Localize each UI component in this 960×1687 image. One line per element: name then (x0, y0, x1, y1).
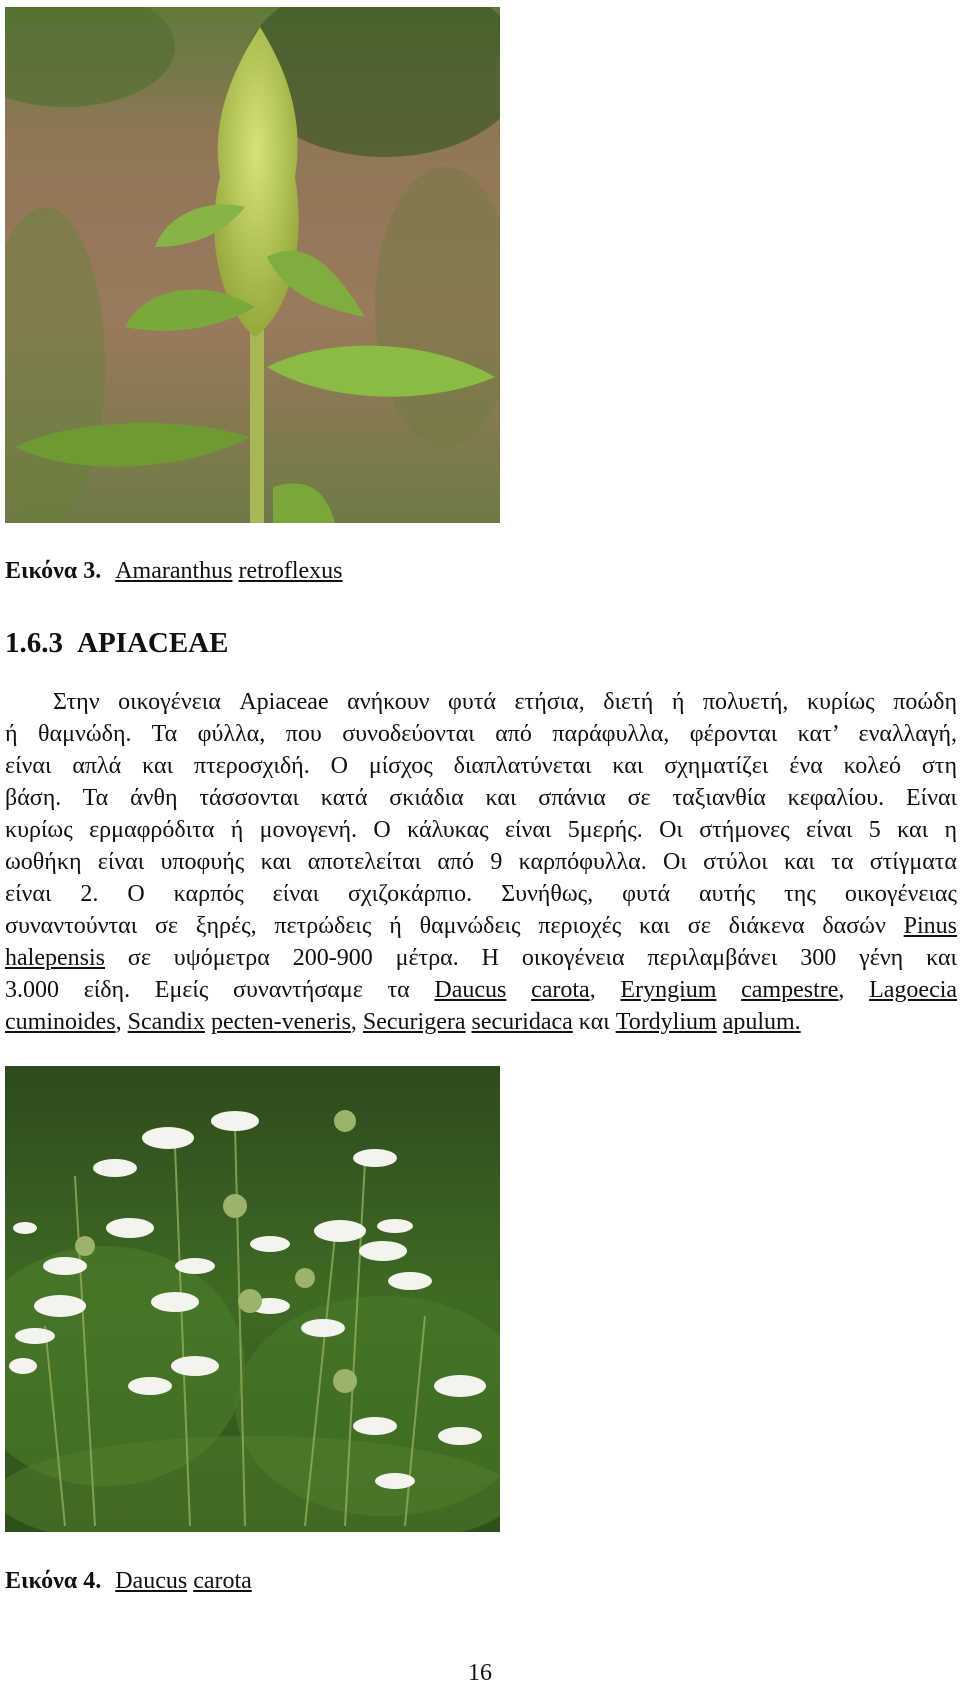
text-run: 3.000 είδη. Εμείς συναντήσαμε τα (5, 977, 435, 1003)
species-link: Scandix (127, 1009, 205, 1035)
amaranthus-illustration (5, 7, 500, 523)
species-link: Securigera (362, 1009, 466, 1035)
daucus-illustration (5, 1066, 500, 1532)
species-link: carota (531, 977, 590, 1003)
figure-4-label: Εικόνα 4. (5, 1568, 102, 1594)
paragraph-line (5, 910, 957, 942)
body-paragraph (5, 686, 957, 1038)
paragraph-line (5, 1006, 957, 1038)
text-run: και (572, 1009, 616, 1035)
text-run: ωοθήκη είναι υποφυής και αποτελείται από 9 καρπόφυλλα. Οι στύλοι και τα στίγματα (5, 849, 957, 875)
text-run: είναι απλά και πτεροσχιδή. Ο μίσχος διαπλατύνεται και σχηματίζει ένα κολεό στη (5, 753, 957, 779)
paragraph-line (5, 846, 957, 878)
section-title: APIACEAE (77, 627, 229, 659)
paragraph-line (5, 974, 957, 1006)
text-run: βάση. Τα άνθη τάσσονται κατά σκιάδια και σπάνια σε ταξιανθία κεφαλίου. Είναι (5, 785, 957, 811)
text-run: ή θαμνώδη. Τα φύλλα, που συνοδεύονται από παράφυλλα, φέρονται κατ’ εναλλαγή, (5, 721, 957, 747)
species-link: Lagoecia (869, 977, 958, 1003)
daucus-photo (5, 1066, 500, 1532)
page-number: 16 (468, 1660, 492, 1686)
text-run: , (589, 977, 621, 1003)
section-heading (5, 625, 228, 661)
species-link: Pinus (903, 913, 957, 939)
text-run (506, 977, 531, 1003)
species-link: Tordylium (615, 1009, 717, 1035)
text-run: , (838, 977, 870, 1003)
paragraph-line (5, 814, 957, 846)
text-run: είναι 2. Ο καρπός είναι σχιζοκάρπιο. Συνήθως, φυτά αυτής της οικογένειας (5, 881, 957, 907)
amaranthus-photo (5, 7, 500, 523)
section-number: 1.6.3 (5, 627, 63, 659)
paragraph-line (5, 718, 957, 750)
paragraph-line (5, 878, 957, 910)
paragraph-line (5, 942, 957, 974)
text-run: σε υψόμετρα 200-900 μέτρα. Η οικογένεια περιλαμβάνει 300 γένη και (104, 945, 957, 971)
species-link: halepensis (5, 945, 105, 971)
text-run: Στην οικογένεια Apiaceae ανήκουν φυτά ετήσια, διετή ή πολυετή, κυρίως ποώδη (53, 689, 957, 715)
paragraph-line (5, 686, 957, 718)
species-link: Eryngium (620, 977, 717, 1003)
figure-3-caption (5, 556, 342, 586)
species-link: cuminoides (5, 1009, 116, 1035)
species-link: pecten-veneris (210, 1009, 351, 1035)
text-run: , (350, 1009, 363, 1035)
species-link: securidaca (471, 1009, 573, 1035)
figure-3-label: Εικόνα 3. (5, 558, 102, 584)
paragraph-line (5, 750, 957, 782)
figure-3-genus: Amaranthus (115, 558, 233, 584)
text-run: συναντούνται σε ξηρές, πετρώδεις ή θαμνώδεις περιοχές και σε διάκενα δασών (5, 913, 904, 939)
text-run (716, 977, 741, 1003)
species-link: campestre (741, 977, 839, 1003)
text-run: κυρίως ερμαφρόδιτα ή μονογενή. Ο κάλυκας είναι 5μερής. Οι στήμονες είναι 5 και η (5, 817, 957, 843)
figure-3-species: retroflexus (238, 558, 343, 584)
text-run: , (115, 1009, 128, 1035)
paragraph-line (5, 782, 957, 814)
species-link: Daucus (434, 977, 507, 1003)
figure-4-caption (5, 1566, 252, 1596)
species-link: apulum. (722, 1009, 801, 1035)
figure-4-species: carota (193, 1568, 252, 1594)
figure-4-genus: Daucus (115, 1568, 188, 1594)
